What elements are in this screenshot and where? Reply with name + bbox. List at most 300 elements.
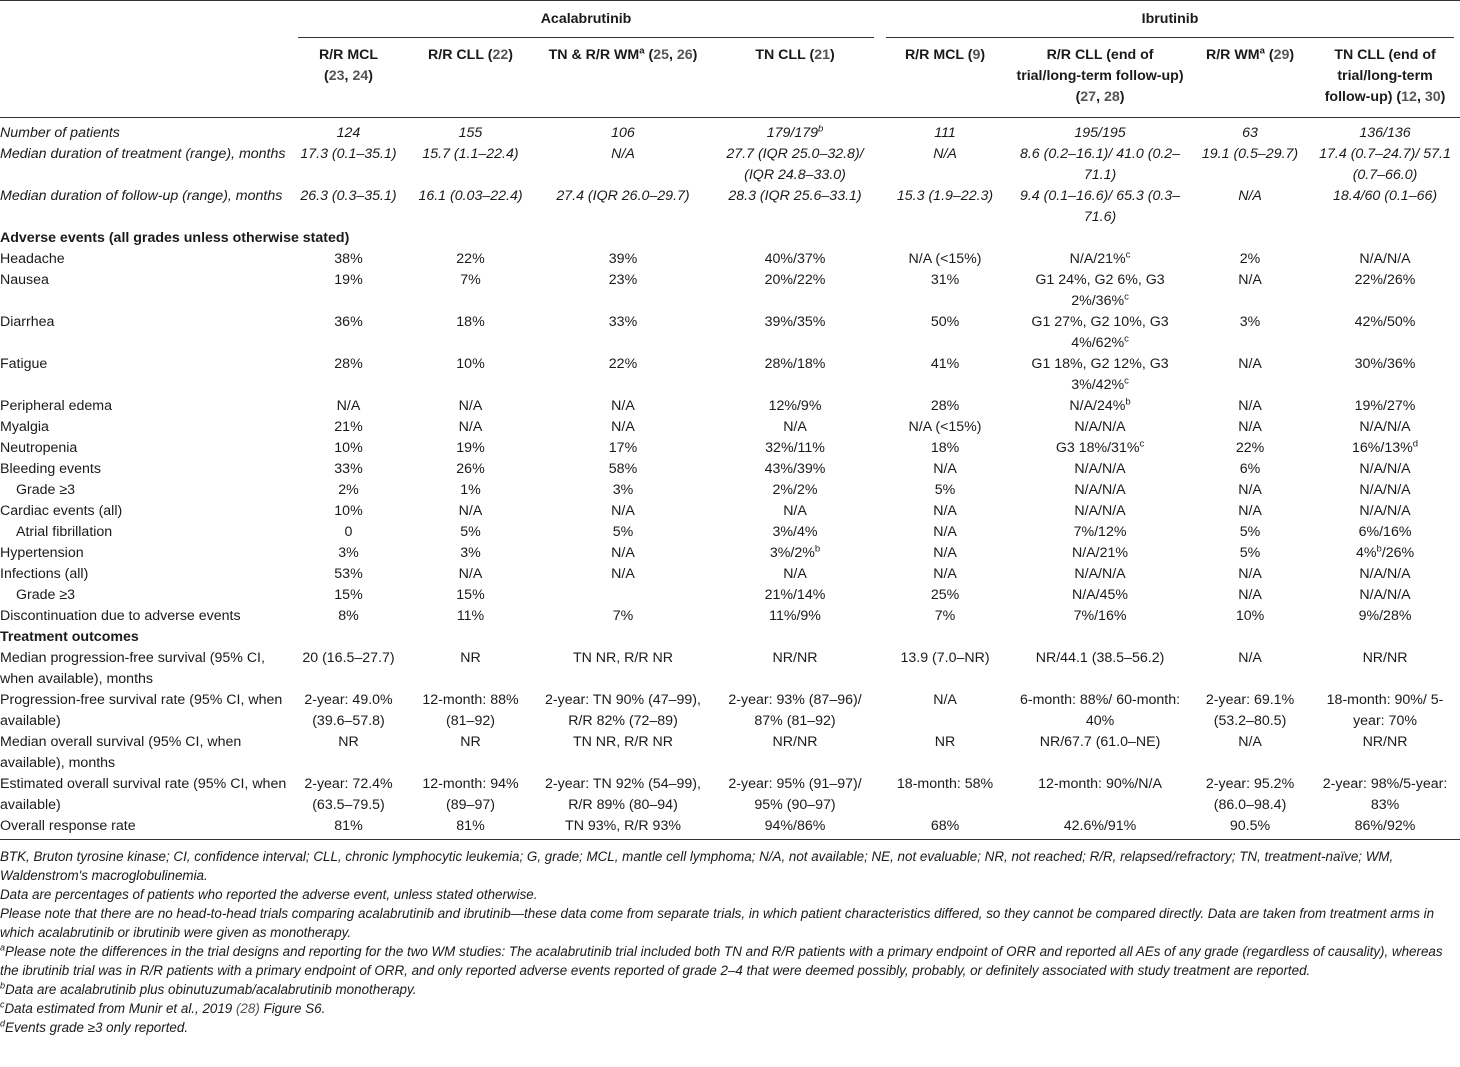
cell-text: N/A xyxy=(1238,482,1262,498)
table-row xyxy=(0,585,1460,606)
table-cell xyxy=(405,270,536,312)
table-cell xyxy=(1010,585,1190,606)
table-cell xyxy=(1010,417,1190,438)
table-row xyxy=(0,249,1460,270)
table-cell xyxy=(405,480,536,501)
cell-text: 3% xyxy=(460,545,481,561)
footnote-marker: b xyxy=(0,980,6,991)
table-cell xyxy=(1010,270,1190,312)
cell-text: 31% xyxy=(930,272,960,288)
cell-text: 10% xyxy=(1235,608,1265,624)
cell-text: N/A/N/A xyxy=(1074,461,1126,477)
table-cell xyxy=(1190,396,1310,417)
cell-text: 30%/36% xyxy=(1354,356,1416,372)
table-cell xyxy=(536,606,710,627)
table-cell xyxy=(292,438,405,459)
reference-link: 21 xyxy=(814,47,830,63)
cell-text: N/A/45% xyxy=(1072,587,1129,603)
table-cell xyxy=(405,312,536,354)
footnote-marker: b xyxy=(818,123,824,135)
table-row xyxy=(0,459,1460,480)
footnote-marker: c xyxy=(1124,291,1129,303)
cell-text: 12%/9% xyxy=(768,398,822,414)
table-cell xyxy=(536,543,710,564)
cell-text: 8.6 (0.2–16.1)/ 41.0 (0.2–71.1) xyxy=(1019,146,1181,183)
table-cell xyxy=(405,186,536,228)
cell-text: 32%/11% xyxy=(765,440,825,456)
table-cell xyxy=(292,144,405,186)
cell-text: 18% xyxy=(930,440,960,456)
table-row xyxy=(0,690,1460,732)
table-cell xyxy=(880,417,1010,438)
footnote xyxy=(0,980,1460,999)
column-label: TN CLL xyxy=(755,47,806,63)
table-cell xyxy=(292,543,405,564)
table-cell xyxy=(536,564,710,585)
table-cell xyxy=(536,118,710,145)
column-label: R/R CLL (end of trial/long-term follow-up) xyxy=(1016,47,1184,84)
cell-text: 38% xyxy=(334,251,363,267)
cell-display: 4%$^b$/26% xyxy=(1355,543,1415,561)
cell-display: 16%/13%$^d$ xyxy=(1352,438,1419,456)
cell-text: 2-year: TN 92% (54–99), R/R 89% (80–94) xyxy=(545,776,701,813)
cell-text: 6% xyxy=(1239,461,1261,477)
table-cell xyxy=(405,774,536,816)
table-cell xyxy=(1010,249,1190,270)
column-label: TN & R/R WM xyxy=(548,47,640,63)
cell-text: 17.4 (0.7–24.7)/ 57.1 (0.7–66.0) xyxy=(1319,146,1451,183)
table-cell xyxy=(880,774,1010,816)
table-cell xyxy=(292,522,405,543)
cell-text: N/A/21% xyxy=(1072,545,1129,561)
cell-text: 5% xyxy=(1239,524,1261,540)
cell-text: 39% xyxy=(608,251,638,267)
table-cell xyxy=(1190,543,1310,564)
column-label: R/R MCL xyxy=(318,47,379,63)
cell-text: 6-month: 88%/ 60-month: 40% xyxy=(1019,692,1181,729)
cell-text: N/A xyxy=(1238,587,1262,603)
table-cell xyxy=(1310,648,1460,690)
cell-text: 18% xyxy=(456,314,485,330)
cell-text: 2%/2% xyxy=(772,482,818,498)
table-cell xyxy=(1310,438,1460,459)
table-cell xyxy=(880,249,1010,270)
reference-link: 25 xyxy=(653,47,669,63)
table-cell xyxy=(405,690,536,732)
cell-text: 41% xyxy=(930,356,960,372)
table-cell xyxy=(292,480,405,501)
table-cell xyxy=(536,480,710,501)
table-cell xyxy=(880,480,1010,501)
cell-text: 10% xyxy=(334,503,363,519)
table-cell xyxy=(536,585,710,606)
cell-text: N/A xyxy=(611,146,635,162)
cell-text: N/A (<15%) xyxy=(908,251,982,267)
table-row xyxy=(0,522,1460,543)
cell-text: 42%/50% xyxy=(1354,314,1416,330)
cell-text: N/A xyxy=(933,146,957,162)
table-cell xyxy=(536,732,710,774)
table-cell xyxy=(1190,417,1310,438)
cell-text: N/A/N/A xyxy=(1359,503,1411,519)
cell-text: 18-month: 90%/ 5-year: 70% xyxy=(1326,692,1444,729)
table-cell xyxy=(1190,249,1310,270)
table-cell xyxy=(1010,480,1190,501)
table-cell xyxy=(880,118,1010,145)
reference-list: (25, 26) xyxy=(648,47,698,63)
row-label: Peripheral edema xyxy=(0,398,112,414)
table-row xyxy=(0,417,1460,438)
cell-text: 50% xyxy=(930,314,960,330)
cell-text: N/A xyxy=(458,398,483,414)
table-cell xyxy=(536,522,710,543)
cell-display: N/A/21%$^c$ xyxy=(1069,249,1131,267)
table-cell xyxy=(1190,732,1310,774)
table-cell xyxy=(1310,312,1460,354)
table-cell xyxy=(1310,118,1460,145)
column-header xyxy=(536,38,710,118)
reference-list: (27, 28) xyxy=(1075,89,1125,105)
table-cell xyxy=(292,606,405,627)
row-label: Grade ≥3 xyxy=(16,587,76,603)
cell-text: 22% xyxy=(1235,440,1265,456)
footnote-text: Data are percentages of patients who reported the adverse event, unless stated otherwise. xyxy=(0,887,538,902)
table-cell xyxy=(1010,312,1190,354)
cell-text: 155 xyxy=(458,125,483,141)
cell-text: NR/67.7 (61.0–NE) xyxy=(1039,734,1161,750)
table-cell xyxy=(536,417,710,438)
table-cell xyxy=(880,522,1010,543)
cell-text: N/A xyxy=(1238,503,1262,519)
cell-text: 19% xyxy=(456,440,485,456)
table-cell xyxy=(292,732,405,774)
reference-link: (28) xyxy=(235,1001,260,1016)
table-cell xyxy=(710,690,880,732)
cell-text: N/A/N/A xyxy=(1359,482,1411,498)
empty-label-header xyxy=(0,38,292,118)
footnote-text: Figure S6. xyxy=(259,1001,326,1016)
row-label: Median duration of follow-up (range), months xyxy=(0,188,283,204)
cell-display: G1 24%, G2 6%, G3 2%/36%$^c$ xyxy=(1035,272,1165,309)
table-cell xyxy=(1190,606,1310,627)
table-row xyxy=(0,543,1460,564)
footnote xyxy=(0,999,1460,1018)
table-cell xyxy=(1010,606,1190,627)
table-cell xyxy=(1190,480,1310,501)
table-cell xyxy=(536,396,710,417)
table-cell xyxy=(405,118,536,145)
table-cell xyxy=(1190,648,1310,690)
footnote-text: Please note the differences in the trial designs and reporting for the two WM studies: The acalabrutinib trial included both TN and R/R patients with a primary endpoint of ORR and reported all AEs of any grade (regardless of causality), whereas the ibrutinib trial was in R/R patients with a primary endpoint of ORR, and only reported adverse events reported of grade 2–4 that were deemed possibly, probably, or definitely associated with study treatment are reported. xyxy=(0,944,1443,978)
table-cell xyxy=(405,144,536,186)
cell-text: 2-year: 95.2% (86.0–98.4) xyxy=(1205,776,1295,813)
cell-text: 7% xyxy=(460,272,481,288)
group-header-ibrutinib xyxy=(880,1,1460,39)
cell-text: 9%/28% xyxy=(1358,608,1412,624)
table-cell xyxy=(405,543,536,564)
cell-text: 19% xyxy=(334,272,363,288)
table-cell xyxy=(292,186,405,228)
table-cell xyxy=(405,354,536,396)
cell-text: NR/NR xyxy=(772,650,818,666)
footnote-text: Events grade ≥3 only reported. xyxy=(5,1020,189,1035)
table-row xyxy=(0,732,1460,774)
table-row xyxy=(0,648,1460,690)
footnote-marker: b xyxy=(814,543,821,555)
row-label: Myalgia xyxy=(0,419,49,435)
table-cell xyxy=(1010,438,1190,459)
table-cell xyxy=(536,438,710,459)
cell-text: 10% xyxy=(456,356,485,372)
cell-text: N/A/N/A xyxy=(1359,419,1411,435)
footnote-marker: d xyxy=(1412,438,1419,450)
group-header-acalabrutinib xyxy=(292,1,880,39)
reference-link: 26 xyxy=(676,47,693,63)
cell-text: 2% xyxy=(338,482,359,498)
table-row xyxy=(0,438,1460,459)
row-label: Neutropenia xyxy=(0,440,78,456)
cell-text: N/A xyxy=(1238,419,1262,435)
cell-text: N/A (<15%) xyxy=(908,419,982,435)
cell-text: N/A xyxy=(933,503,957,519)
cell-display: G1 27%, G2 10%, G3 4%/62%$^c$ xyxy=(1031,314,1169,351)
column-header xyxy=(1010,38,1190,118)
table-cell xyxy=(536,690,710,732)
table-cell xyxy=(880,606,1010,627)
table-cell xyxy=(405,732,536,774)
table-cell xyxy=(1310,501,1460,522)
table-cell xyxy=(880,816,1010,840)
cell-text: 6%/16% xyxy=(1358,524,1412,540)
table-cell xyxy=(1010,522,1190,543)
table-row xyxy=(0,480,1460,501)
cell-text: 28% xyxy=(930,398,960,414)
cell-text: NR xyxy=(338,734,359,750)
table-cell xyxy=(405,606,536,627)
table-cell xyxy=(1190,690,1310,732)
table-cell xyxy=(1190,144,1310,186)
table-cell xyxy=(1310,354,1460,396)
table-cell xyxy=(880,186,1010,228)
table-cell xyxy=(1310,690,1460,732)
cell-text: 5% xyxy=(612,524,634,540)
cell-text: 16.1 (0.03–22.4) xyxy=(418,188,523,204)
cell-text: N/A xyxy=(611,545,635,561)
cell-text: 9.4 (0.1–16.6)/ 65.3 (0.3–71.6) xyxy=(1019,188,1181,225)
table-cell xyxy=(710,438,880,459)
table-cell xyxy=(1010,186,1190,228)
cell-text: 12-month: 90%/N/A xyxy=(1038,776,1162,792)
table-cell xyxy=(536,144,710,186)
table-cell xyxy=(880,396,1010,417)
table-cell xyxy=(292,396,405,417)
table-cell xyxy=(405,816,536,840)
table-cell xyxy=(536,270,710,312)
cell-text: 12-month: 94% (89–97) xyxy=(422,776,519,813)
cell-text: NR xyxy=(460,734,481,750)
row-label: Fatigue xyxy=(0,356,48,372)
cell-text: 2% xyxy=(1239,251,1261,267)
cell-text: N/A xyxy=(1238,566,1262,582)
table-cell xyxy=(710,501,880,522)
reference-link: 24 xyxy=(352,68,369,84)
row-label: Bleeding events xyxy=(0,461,101,477)
table-cell xyxy=(1310,270,1460,312)
table-cell xyxy=(1310,585,1460,606)
cell-text: N/A/N/A xyxy=(1074,482,1126,498)
table-cell xyxy=(1310,186,1460,228)
table-row xyxy=(0,312,1460,354)
table-cell xyxy=(710,543,880,564)
table-cell xyxy=(1010,354,1190,396)
table-cell xyxy=(1310,459,1460,480)
table-cell xyxy=(1190,438,1310,459)
cell-text: 19.1 (0.5–29.7) xyxy=(1201,146,1299,162)
cell-display: 179/179$^b$ xyxy=(766,123,824,141)
table-cell xyxy=(880,564,1010,585)
footnote-marker: d xyxy=(0,1018,6,1029)
table-cell xyxy=(880,543,1010,564)
cell-text: 26.3 (0.3–35.1) xyxy=(300,188,397,204)
row-label: Treatment outcomes xyxy=(0,629,139,645)
cell-text: N/A xyxy=(783,566,807,582)
cell-text: NR xyxy=(460,650,481,666)
table-cell xyxy=(405,417,536,438)
cell-text: 15.3 (1.9–22.3) xyxy=(896,188,994,204)
cell-text: N/A xyxy=(336,398,361,414)
table-cell xyxy=(1310,417,1460,438)
cell-text: 11% xyxy=(456,608,485,624)
table-row xyxy=(0,144,1460,186)
cell-text: N/A xyxy=(783,419,807,435)
cell-text: 18-month: 58% xyxy=(896,776,994,792)
footnote xyxy=(0,885,1460,904)
row-label: Atrial fibrillation xyxy=(16,524,113,540)
cell-text: N/A/N/A xyxy=(1359,566,1411,582)
reference-list: (21) xyxy=(809,47,835,63)
table-cell xyxy=(710,396,880,417)
reference-link: 27 xyxy=(1080,89,1097,105)
cell-text: NR/NR xyxy=(1362,650,1408,666)
section-row xyxy=(0,228,1460,249)
table-cell xyxy=(536,186,710,228)
row-label: Hypertension xyxy=(0,545,84,561)
table-cell xyxy=(880,648,1010,690)
cell-text: 68% xyxy=(930,818,960,834)
column-header xyxy=(405,38,536,118)
table-cell xyxy=(1010,144,1190,186)
table-cell xyxy=(292,501,405,522)
table-cell xyxy=(710,732,880,774)
table-cell xyxy=(1010,543,1190,564)
cell-text: 1% xyxy=(460,482,481,498)
footnote-marker: a xyxy=(1259,45,1265,57)
cell-text: N/A xyxy=(458,503,483,519)
cell-text: 33% xyxy=(334,461,363,477)
cell-text: 7%/16% xyxy=(1073,608,1127,624)
row-label: Overall response rate xyxy=(0,816,292,840)
cell-text: N/A xyxy=(611,503,635,519)
table-row xyxy=(0,774,1460,816)
table-cell xyxy=(880,354,1010,396)
reference-link: 23 xyxy=(328,68,345,84)
row-label: Median duration of treatment (range), months xyxy=(0,146,286,162)
table-cell xyxy=(1310,396,1460,417)
table-cell xyxy=(710,186,880,228)
row-label: Grade ≥3 xyxy=(16,482,76,498)
table-row xyxy=(0,606,1460,627)
table-cell xyxy=(880,438,1010,459)
table-cell xyxy=(1310,732,1460,774)
cell-text: N/A xyxy=(1238,356,1262,372)
table-cell xyxy=(536,648,710,690)
table-row xyxy=(0,118,1460,145)
footnote-marker: c xyxy=(1124,375,1129,387)
empty-corner xyxy=(0,1,292,39)
cell-text: 2-year: TN 90% (47–99), R/R 82% (72–89) xyxy=(545,692,701,729)
table-cell xyxy=(1190,501,1310,522)
table-cell xyxy=(1190,774,1310,816)
table-cell xyxy=(1310,543,1460,564)
cell-text: 2-year: 93% (87–96)/ 87% (81–92) xyxy=(728,692,862,729)
table-cell xyxy=(1010,459,1190,480)
cell-text: 33% xyxy=(608,314,638,330)
cell-text: 11%/9% xyxy=(769,608,821,624)
table-cell xyxy=(710,249,880,270)
table-cell xyxy=(710,459,880,480)
table-cell xyxy=(292,354,405,396)
cell-display: 3%/2%$^b$ xyxy=(769,543,821,561)
footnote-marker: a xyxy=(639,45,645,57)
table-cell xyxy=(710,648,880,690)
table-cell xyxy=(292,774,405,816)
table-cell xyxy=(1190,564,1310,585)
footnote-marker: b xyxy=(1376,543,1382,555)
cell-text: 2-year: 95% (91–97)/ 95% (90–97) xyxy=(728,776,862,813)
cell-text: 86%/92% xyxy=(1354,818,1416,834)
table-cell xyxy=(292,249,405,270)
cell-text: N/A xyxy=(1238,272,1262,288)
row-label: Nausea xyxy=(0,272,49,288)
cell-text: 19%/27% xyxy=(1354,398,1416,414)
reference-link: 28 xyxy=(1103,89,1120,105)
table-cell xyxy=(1010,774,1190,816)
table-cell xyxy=(405,396,536,417)
footnote-marker: a xyxy=(0,942,6,953)
cell-text: 40%/37% xyxy=(764,251,826,267)
cell-text: N/A xyxy=(611,566,635,582)
cell-text: N/A xyxy=(1238,398,1262,414)
cell-text: 28.3 (IQR 25.6–33.1) xyxy=(728,188,862,204)
group-label: Ibrutinib xyxy=(886,1,1454,38)
cell-text: N/A/N/A xyxy=(1074,419,1126,435)
cell-text: N/A/N/A xyxy=(1359,251,1411,267)
cell-text: 2-year: 69.1% (53.2–80.5) xyxy=(1205,692,1295,729)
table-cell xyxy=(536,459,710,480)
row-label: Infections (all) xyxy=(0,566,89,582)
cell-text: 5% xyxy=(1239,545,1261,561)
row-label: Median overall survival (95% CI, when available), months xyxy=(0,734,242,771)
table-row xyxy=(0,396,1460,417)
row-label: Cardiac events (all) xyxy=(0,503,123,519)
column-header xyxy=(1310,38,1460,118)
cell-text: N/A xyxy=(933,692,957,708)
table-row xyxy=(0,816,1460,840)
cell-text: N/A/N/A xyxy=(1359,587,1411,603)
cell-text: N/A xyxy=(933,545,957,561)
table-cell xyxy=(292,816,405,840)
table-cell xyxy=(405,648,536,690)
